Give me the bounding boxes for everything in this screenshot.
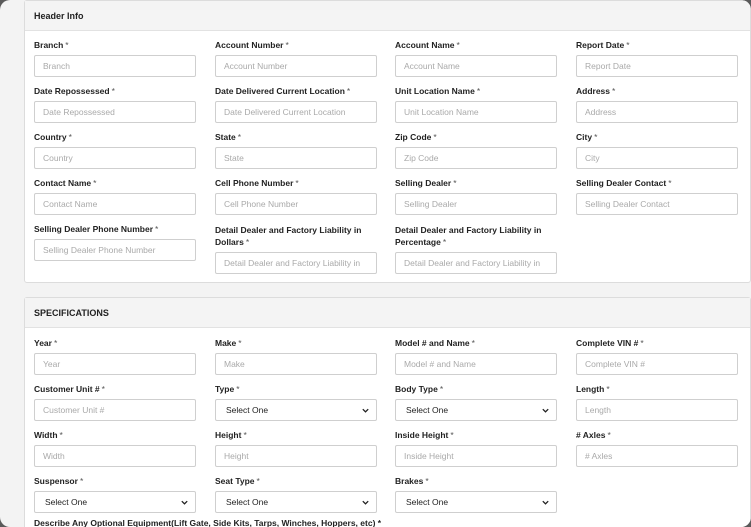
type-select[interactable]	[215, 399, 377, 421]
inside-height-field-group	[395, 430, 557, 467]
body-type-select[interactable]	[395, 399, 557, 421]
brakes-field-group	[395, 476, 557, 513]
report-date-label: Report Date *	[576, 40, 630, 50]
body-type-field-group	[395, 384, 557, 421]
selling-dealer-field-group	[395, 178, 557, 215]
report-date-field-group	[576, 40, 738, 77]
state-field-group	[215, 132, 377, 169]
optional-equipment-label: Describe Any Optional Equipment(Lift Gate, Side Kits, Tarps, Winches, Hoppers, etc) *	[34, 518, 382, 527]
address-field-group	[576, 86, 738, 123]
cell-phone-field-group	[215, 178, 377, 215]
selling-dealer-input[interactable]	[395, 193, 557, 215]
city-field-group	[576, 132, 738, 169]
axles-label: # Axles *	[576, 430, 611, 440]
model-field-group	[395, 338, 557, 375]
vin-label: Complete VIN # *	[576, 338, 644, 348]
make-label: Make *	[215, 338, 242, 348]
contact-name-label: Contact Name *	[34, 178, 97, 188]
contact-name-field-group	[34, 178, 196, 215]
inside-height-input[interactable]	[395, 445, 557, 467]
liability-dollars-label: Detail Dealer and Factory Liability in Dollars *	[215, 225, 362, 247]
chevron-down-icon	[180, 498, 189, 507]
body-type-select-value: Select One	[406, 405, 449, 415]
selling-dealer-contact-label: Selling Dealer Contact *	[576, 178, 672, 188]
selling-dealer-label: Selling Dealer *	[395, 178, 457, 188]
header-info-card	[24, 0, 751, 283]
branch-field-group	[34, 40, 196, 77]
type-field-group	[215, 384, 377, 421]
selling-dealer-phone-label: Selling Dealer Phone Number *	[34, 224, 159, 234]
liability-percentage-field-group	[395, 224, 557, 274]
unit-location-name-label: Unit Location Name *	[395, 86, 481, 96]
type-select-value: Select One	[226, 405, 269, 415]
date-delivered-label: Date Delivered Current Location *	[215, 86, 351, 96]
brakes-select-value: Select One	[406, 497, 449, 507]
contact-name-input[interactable]	[34, 193, 196, 215]
state-label: State *	[215, 132, 242, 142]
suspensor-select-value: Select One	[45, 497, 88, 507]
height-label: Height *	[215, 430, 247, 440]
width-input[interactable]	[34, 445, 196, 467]
date-repossessed-label: Date Repossessed *	[34, 86, 115, 96]
vin-input[interactable]	[576, 353, 738, 375]
header-info-title: Header Info	[25, 1, 750, 31]
selling-dealer-contact-input[interactable]	[576, 193, 738, 215]
body-type-label: Body Type *	[395, 384, 444, 394]
year-label: Year *	[34, 338, 58, 348]
report-date-input[interactable]	[576, 55, 738, 77]
state-input[interactable]	[215, 147, 377, 169]
axles-input[interactable]	[576, 445, 738, 467]
account-name-label: Account Name *	[395, 40, 460, 50]
seat-type-select-value: Select One	[226, 497, 269, 507]
chevron-down-icon	[541, 498, 550, 507]
brakes-label: Brakes *	[395, 476, 429, 486]
address-label: Address *	[576, 86, 616, 96]
selling-dealer-contact-field-group	[576, 178, 738, 215]
country-field-group	[34, 132, 196, 169]
length-field-group	[576, 384, 738, 421]
customer-unit-field-group	[34, 384, 196, 421]
make-field-group	[215, 338, 377, 375]
width-field-group	[34, 430, 196, 467]
cell-phone-label: Cell Phone Number *	[215, 178, 299, 188]
customer-unit-label: Customer Unit # *	[34, 384, 105, 394]
zip-code-field-group	[395, 132, 557, 169]
selling-dealer-phone-input[interactable]	[34, 239, 196, 261]
chevron-down-icon	[541, 406, 550, 415]
year-field-group	[34, 338, 196, 375]
length-input[interactable]	[576, 399, 738, 421]
brakes-select[interactable]	[395, 491, 557, 513]
length-label: Length *	[576, 384, 610, 394]
chevron-down-icon	[361, 498, 370, 507]
date-delivered-input[interactable]	[215, 101, 377, 123]
inside-height-label: Inside Height *	[395, 430, 454, 440]
chevron-down-icon	[361, 406, 370, 415]
width-label: Width *	[34, 430, 63, 440]
unit-location-name-input[interactable]	[395, 101, 557, 123]
height-field-group	[215, 430, 377, 467]
suspensor-select[interactable]	[34, 491, 196, 513]
vin-field-group	[576, 338, 738, 375]
model-label: Model # and Name *	[395, 338, 475, 348]
seat-type-select[interactable]	[215, 491, 377, 513]
account-name-input[interactable]	[395, 55, 557, 77]
branch-label: Branch *	[34, 40, 69, 50]
country-input[interactable]	[34, 147, 196, 169]
specifications-title: SPECIFICATIONS	[25, 298, 750, 328]
account-number-input[interactable]	[215, 55, 377, 77]
city-input[interactable]	[576, 147, 738, 169]
seat-type-field-group	[215, 476, 377, 513]
date-delivered-field-group	[215, 86, 377, 123]
customer-unit-input[interactable]	[34, 399, 196, 421]
address-input[interactable]	[576, 101, 738, 123]
model-input[interactable]	[395, 353, 557, 375]
selling-dealer-phone-field-group	[34, 224, 196, 261]
date-repossessed-input[interactable]	[34, 101, 196, 123]
suspensor-label: Suspensor *	[34, 476, 84, 486]
date-repossessed-field-group	[34, 86, 196, 123]
liability-percentage-input[interactable]	[395, 252, 557, 274]
height-input[interactable]	[215, 445, 377, 467]
country-label: Country *	[34, 132, 72, 142]
account-number-label: Account Number *	[215, 40, 289, 50]
zip-code-input[interactable]	[395, 147, 557, 169]
make-input[interactable]	[215, 353, 377, 375]
seat-type-label: Seat Type *	[215, 476, 260, 486]
city-label: City *	[576, 132, 598, 142]
specifications-card	[24, 297, 751, 527]
type-label: Type *	[215, 384, 240, 394]
liability-dollars-field-group	[215, 224, 377, 274]
zip-code-label: Zip Code *	[395, 132, 437, 142]
unit-location-name-field-group	[395, 86, 557, 123]
cell-phone-input[interactable]	[215, 193, 377, 215]
account-number-field-group	[215, 40, 377, 77]
account-name-field-group	[395, 40, 557, 77]
liability-dollars-input[interactable]	[215, 252, 377, 274]
axles-field-group	[576, 430, 738, 467]
year-input[interactable]	[34, 353, 196, 375]
branch-input[interactable]	[34, 55, 196, 77]
suspensor-field-group	[34, 476, 196, 513]
liability-percentage-label: Detail Dealer and Factory Liability in Percentage *	[395, 225, 542, 247]
